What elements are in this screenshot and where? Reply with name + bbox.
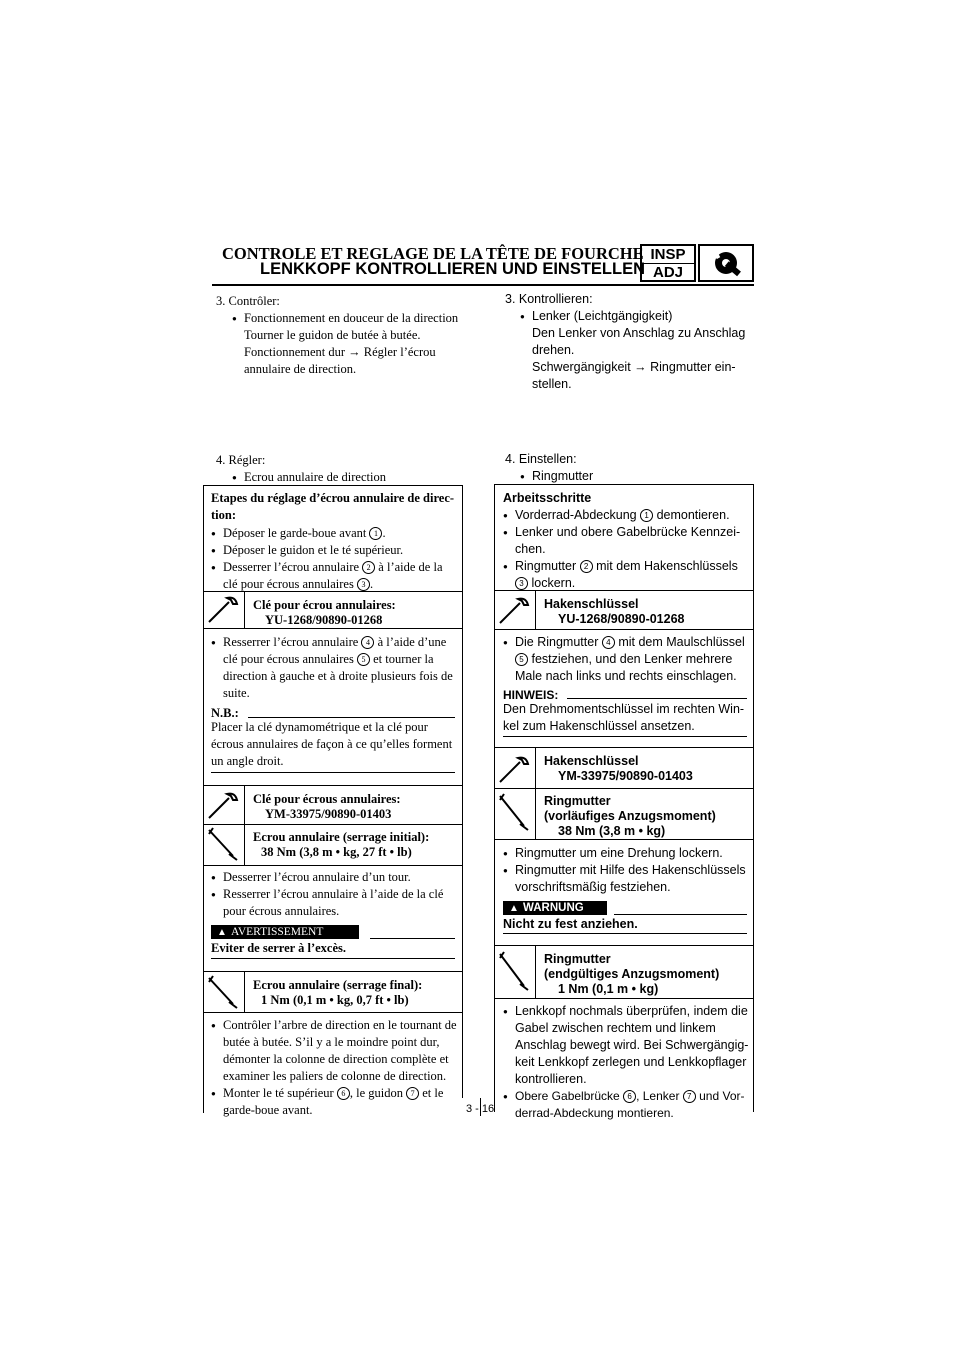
de-b3-a: Ringmutter: [515, 559, 577, 573]
de-b4-a: Die Ringmutter: [515, 635, 599, 649]
de-step3-l3: drehen.: [532, 343, 575, 357]
badge-adj: ADJ: [652, 264, 683, 281]
de-warning-label: WARNUNG: [523, 902, 584, 914]
de-torque1-l1: Ringmutter: [544, 794, 611, 808]
de-b7: ● Lenkkopf nochmals überprüfen, indem die: [503, 1003, 751, 1020]
de-tool-row-1: [494, 590, 754, 630]
fr-b1-text: Déposer le garde-boue avant: [223, 526, 367, 540]
callout-6: 6: [337, 1087, 350, 1100]
fr-step-3: 3. Contrôler:: [216, 294, 280, 308]
fr-b1: ● Déposer le garde-boue avant 1 .: [211, 525, 459, 542]
de-warning-badge: [503, 901, 607, 915]
fr-b5: ● Desserrer l’écrou annulaire d’un tour.: [211, 869, 459, 886]
fr-note-l1: Placer la clé dynamométrique et la clé pour: [211, 720, 428, 734]
fr-tool1-l1: Clé pour écrou annulaires:: [253, 598, 396, 612]
de-torque2-l2: (endgültiges Anzugsmoment): [544, 967, 720, 981]
de-step-3: 3. Kontrollieren:: [505, 292, 593, 306]
de-warning-rule: [614, 914, 747, 915]
fr-torque2-label: [253, 978, 422, 1008]
callout-4: 4: [361, 636, 374, 649]
fr-procedure-steps-1: [211, 525, 459, 593]
de-tool1-l2: YU-1268/90890-01268: [558, 612, 685, 626]
torque-wrench-icon: [203, 972, 245, 1012]
fr-b7-l4: examiner les paliers de colonne de direction.: [223, 1069, 447, 1083]
page-title-de: LENKKOPF KONTROLLIEREN UND EINSTELLEN: [260, 260, 646, 278]
fr-step4-bullet-text: ● Ecrou annulaire de direction: [232, 469, 386, 486]
fr-tool-row-1: [203, 591, 463, 629]
de-tool2-label: [544, 754, 693, 784]
fr-b4-l2b: et tourner la: [373, 652, 434, 666]
fr-b4: [211, 634, 459, 651]
fr-b3-text-b: à l’aide de la: [378, 560, 443, 574]
de-b4: [503, 634, 749, 651]
warning-icon: ▲: [509, 903, 519, 914]
callout-5: 5: [515, 653, 528, 666]
de-procedure-title: Arbeitsschritte: [503, 491, 592, 505]
de-note-text: [503, 701, 749, 735]
fr-procedure-steps-4: [211, 1017, 461, 1119]
de-step4-bullet-text: ● Ringmutter: [520, 468, 593, 485]
de-step3-l4: Schwergängigkeit → Ringmutter ein-: [532, 360, 736, 374]
torque-wrench-icon: [494, 946, 536, 998]
fr-step4-bullet: [232, 469, 386, 486]
de-tool2-l1: Hakenschlüssel: [544, 754, 639, 768]
fr-b7-l3: démonter la colonne de direction complète et: [223, 1052, 449, 1066]
fr-b7: ● Contrôler l’arbre de direction en le tournant de: [211, 1017, 461, 1034]
fr-b8: [211, 1085, 461, 1102]
de-torque1-l2: (vorläufiges Anzugsmoment): [544, 809, 716, 823]
de-b4-l3: Male nach links und rechts einschlagen.: [515, 669, 737, 683]
fr-torque-row-1: [203, 824, 463, 866]
de-procedure-top: [494, 484, 754, 485]
fr-b4-l4: suite.: [223, 686, 250, 700]
fr-torque2-l1: Ecrou annulaire (serrage final):: [253, 978, 423, 992]
de-step3-bullet: ● Lenker (Leichtgängigkeit): [520, 308, 758, 325]
fr-warning-label: AVERTISSEMENT: [231, 926, 324, 938]
fr-torque1-l1: Ecrou annulaire (serrage initial):: [253, 830, 430, 844]
de-b1-a: Vorderrad-Abdeckung: [515, 508, 637, 522]
fr-warning-rule: [370, 938, 455, 939]
de-torque2-l3: 1 Nm (0,1 m • kg): [558, 982, 659, 996]
fr-step3-line4: annulaire de direction.: [244, 362, 357, 376]
de-b4-b: mit dem Maulschlüssel: [618, 635, 745, 649]
de-note-l1: Den Drehmomentschlüssel im rechten Win-: [503, 702, 745, 716]
page-title-fr: CONTROLE ET REGLAGE DE LA TÊTE DE FOURCHE: [222, 244, 644, 263]
fr-b7-l2: butée à butée. S’il y a le moindre point dur,: [223, 1035, 440, 1049]
fr-note-text: [211, 719, 459, 770]
fr-tool2-l2: YM-33975/90890-01403: [265, 807, 392, 821]
de-b1: [503, 507, 749, 524]
fr-step-4: 4. Régler:: [216, 453, 266, 467]
de-note-l2: kel zum Hakenschlüssel ansetzen.: [503, 719, 695, 733]
fr-b8-c: et le: [422, 1086, 444, 1100]
de-b5: ● Ringmutter um eine Drehung lockern.: [503, 845, 749, 862]
callout-3: 3: [515, 577, 528, 590]
de-b1-b: demontieren.: [656, 508, 730, 522]
fr-b4-l3: direction à gauche et à droite plusieurs fois de: [223, 669, 453, 683]
fr-b2: ● Déposer le guidon et le té supérieur.: [211, 542, 459, 559]
fr-b4-l2: [211, 651, 459, 668]
fr-torque1-l2: 38 Nm (3,8 m • kg, 27 ft • lb): [261, 845, 412, 859]
fr-warning-text: Eviter de serrer à l’excès.: [211, 941, 347, 955]
de-procedure-steps-1: [503, 507, 749, 592]
torque-wrench-icon: [203, 824, 245, 865]
callout-3: 3: [357, 578, 370, 591]
warning-icon: ▲: [217, 927, 227, 938]
fr-b3-l2: clé pour écrous annulaires 3 .: [223, 577, 374, 591]
fr-warning-bottom-rule: [211, 958, 455, 959]
de-b6: ● Ringmutter mit Hilfe des Hakenschlüssels: [503, 862, 749, 879]
fr-b4-b: à l’aide d’une: [377, 635, 447, 649]
fr-b4-l2a: clé pour écrous annulaires: [223, 652, 354, 666]
de-warning-bottom-rule: [503, 933, 747, 934]
fr-step3-line3: Fonctionnement dur → Régler l’écrou: [244, 345, 436, 359]
fr-b3: [211, 559, 459, 576]
de-torque-row-1: [494, 788, 754, 840]
fr-torque-row-2: [203, 971, 463, 1013]
fr-tool-row-2: [203, 785, 463, 825]
wrench-icon: [203, 786, 245, 824]
fr-step-3-detail: [232, 310, 468, 378]
fr-note-l2: écrous annulaires de façon à ce qu’elles forment: [211, 737, 453, 751]
de-tool1-l1: Hakenschlüssel: [544, 597, 639, 611]
de-step3-detail: [520, 308, 758, 393]
fr-tool1-l2: YU-1268/90890-01268: [265, 613, 383, 627]
de-note-bottom-rule: [503, 736, 747, 737]
de-procedure-steps-3: [503, 845, 749, 896]
de-torque-row-2: [494, 945, 754, 999]
de-b7-l5: kontrollieren.: [515, 1072, 587, 1086]
de-b8-a: Obere Gabelbrücke: [515, 1089, 620, 1103]
de-b3-b: mit dem Hakenschlüssels: [596, 559, 738, 573]
wrench-icon: [494, 748, 536, 788]
de-b8-c: und Vor-: [699, 1089, 745, 1103]
de-tool1-label: [544, 597, 685, 627]
de-procedure-steps-2: [503, 634, 749, 685]
wrench-gear-icon: [698, 244, 754, 282]
de-b6-l2: vorschriftsmäßig festziehen.: [515, 880, 671, 894]
fr-b3-l2-text: clé pour écrous annulaires: [223, 577, 354, 591]
de-b2-l2: chen.: [515, 542, 546, 556]
de-tool-row-2: [494, 747, 754, 789]
header-rule: [212, 284, 754, 286]
callout-2: 2: [580, 560, 593, 573]
fr-procedure-steps-2: [211, 634, 459, 702]
de-torque2-l1: Ringmutter: [544, 952, 611, 966]
callout-7: 7: [683, 1090, 696, 1103]
de-b4-l2-text: festziehen, und den Lenker mehrere: [531, 652, 733, 666]
de-warning-text: Nicht zu fest anziehen.: [503, 917, 638, 931]
callout-1: 1: [369, 527, 382, 540]
callout-5: 5: [357, 653, 370, 666]
de-b3-l2-text: lockern.: [531, 576, 576, 590]
fr-tool2-l1: Clé pour écrous annulaires:: [253, 792, 401, 806]
de-tool2-l2: YM-33975/90890-01403: [558, 769, 693, 783]
fr-step3-line2: Tourner le guidon de butée à butée.: [244, 328, 421, 342]
de-b2: ● Lenker und obere Gabelbrücke Kennzei-: [503, 524, 749, 541]
de-b8: [503, 1088, 751, 1105]
fr-b6-l2: pour écrous annulaires.: [223, 904, 340, 918]
de-b7-l4: keit Lenkkopf zerlegen und Lenkkopflager: [515, 1055, 747, 1069]
de-note-rule: [567, 698, 747, 699]
de-b7-l3: Anschlag bewegt wird. Bei Schwergängig-: [515, 1038, 749, 1052]
callout-2: 2: [362, 561, 375, 574]
fr-procedure-steps-3: [211, 869, 459, 920]
fr-torque2-l2: 1 Nm (0,1 m • kg, 0,7 ft • lb): [261, 993, 409, 1007]
de-procedure-steps-4: [503, 1003, 751, 1122]
de-note-label: HINWEIS:: [503, 688, 559, 702]
callout-6: 6: [623, 1090, 636, 1103]
fr-torque1-label: [253, 830, 429, 860]
fr-step3-bullet: ● Fonctionnement en douceur de la direction: [232, 310, 468, 327]
fr-note-bottom-rule: [211, 772, 455, 773]
fr-b8-a: Monter le té supérieur: [223, 1086, 334, 1100]
de-b8-l2: derrad-Abdeckung montieren.: [515, 1106, 674, 1120]
fr-b4-a: Resserrer l’écrou annulaire: [223, 635, 359, 649]
de-step4-bullet: [520, 468, 593, 485]
de-torque1-l3: 38 Nm (3,8 m • kg): [558, 824, 666, 838]
de-b4-l2: [503, 651, 749, 668]
fr-tool2-label: [253, 792, 401, 822]
fr-b8-b: , le guidon: [349, 1086, 403, 1100]
de-torque1-label: [544, 794, 716, 839]
badge-insp: INSP: [642, 246, 694, 264]
wrench-icon: [494, 591, 536, 629]
wrench-icon: [203, 592, 245, 628]
fr-procedure-title-l2: tion:: [211, 508, 236, 522]
de-step-4: 4. Einstellen:: [505, 452, 577, 466]
de-step3-l5: stellen.: [532, 377, 572, 391]
fr-note-l3: un angle droit.: [211, 754, 284, 768]
fr-tool1-label: [253, 598, 396, 628]
de-torque2-label: [544, 952, 719, 997]
fr-note-label: N.B.:: [211, 706, 239, 720]
de-b3: [503, 558, 749, 575]
callout-7: 7: [406, 1087, 419, 1100]
fr-b6: ● Resserrer l’écrou annulaire à l’aide de la clé: [211, 886, 459, 903]
fr-warning-badge: [211, 925, 359, 939]
fr-note-rule: [248, 717, 455, 718]
fr-b3-text: Desserrer l’écrou annulaire: [223, 560, 360, 574]
de-step3-l2: Den Lenker von Anschlag zu Anschlag: [532, 326, 746, 340]
insp-adj-badge: [640, 244, 696, 282]
fr-procedure-title-l1: Etapes du réglage d’écrou annulaire de direc-: [211, 491, 455, 505]
torque-wrench-icon: [494, 788, 536, 839]
callout-1: 1: [640, 509, 653, 522]
fr-procedure-top: [203, 485, 463, 486]
fr-procedure-title: [211, 490, 459, 524]
fr-b8-l2: garde-boue avant.: [223, 1103, 313, 1117]
de-b8-b: , Lenker: [636, 1089, 680, 1103]
page-number: 3 - 16: [466, 1103, 495, 1115]
callout-4: 4: [602, 636, 615, 649]
de-b7-l2: Gabel zwischen rechtem und linkem: [515, 1021, 716, 1035]
